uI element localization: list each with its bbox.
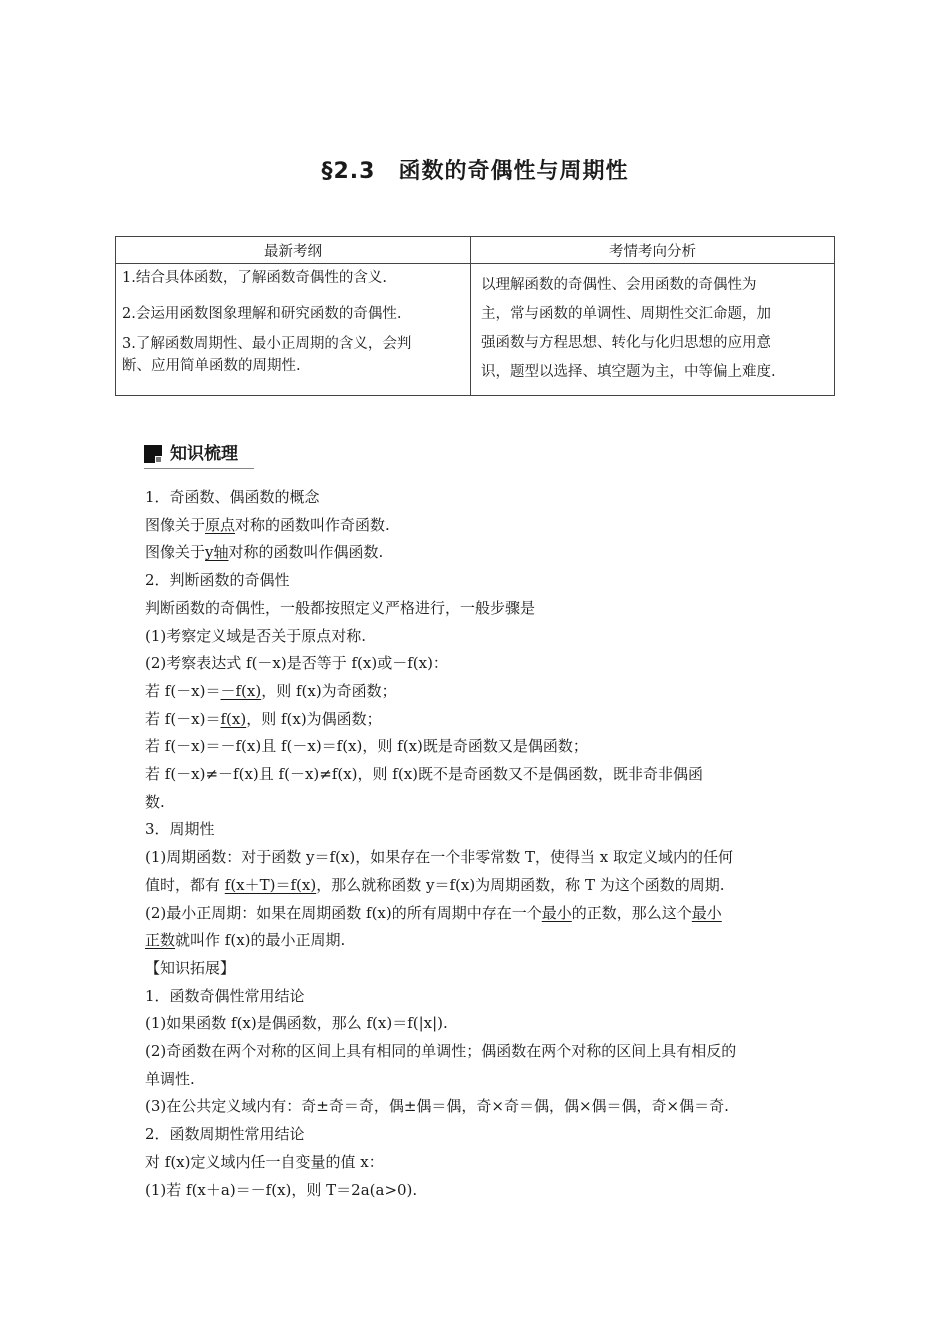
paragraph: (1)考察定义域是否关于原点对称. bbox=[145, 626, 367, 645]
table-header-left: 最新考纲 bbox=[116, 237, 471, 264]
answer-blank: 最小 bbox=[691, 903, 722, 922]
paragraph: (2)考察表达式 f(－x)是否等于 f(x)或－f(x)： bbox=[145, 654, 448, 673]
section-2-title: 2．判断函数的奇偶性 bbox=[145, 571, 290, 590]
page-title: §2.3 函数的奇偶性与周期性 bbox=[321, 159, 629, 184]
paragraph: 数. bbox=[145, 792, 165, 811]
section-square-icon bbox=[144, 445, 162, 463]
analysis-line: 识，题型以选择、填空题为主，中等偏上难度. bbox=[481, 364, 776, 380]
table-header-row bbox=[116, 237, 835, 264]
syllabus-item: 2.会运用函数图象理解和研究函数的奇偶性. bbox=[122, 306, 402, 322]
content-body bbox=[145, 484, 815, 1204]
paragraph: (1)若 f(x＋a)＝－f(x)，则 T＝2a(a>0). bbox=[145, 1180, 418, 1199]
paragraph: (2)奇函数在两个对称的区间上具有相同的单调性；偶函数在两个对称的区间上具有相反的 bbox=[145, 1042, 737, 1061]
answer-blank: 最小 bbox=[541, 903, 572, 922]
paragraph: (3)在公共定义域内有：奇±奇＝奇，偶±偶＝偶，奇×奇＝偶，偶×偶＝偶，奇×偶＝奇. bbox=[145, 1097, 729, 1116]
answer-blank: 原点 bbox=[205, 515, 236, 534]
answer-blank: 正数 bbox=[145, 931, 176, 950]
extension-title: 【知识拓展】 bbox=[145, 958, 236, 977]
syllabus-right-cell bbox=[471, 264, 835, 396]
syllabus-item: 断、应用简单函数的周期性. bbox=[122, 358, 301, 374]
analysis-line: 主，常与函数的单调性、周期性交汇命题，加 bbox=[481, 306, 771, 322]
paragraph: (1)如果函数 f(x)是偶函数，那么 f(x)＝f(|x|). bbox=[145, 1014, 448, 1033]
paragraph: 若 f(－x)≠－f(x)且 f(－x)≠f(x)，则 f(x)既不是奇函数又不是偶函数，既非奇非偶函 bbox=[145, 765, 704, 784]
syllabus-item: 1.结合具体函数，了解函数奇偶性的含义. bbox=[122, 270, 387, 286]
paragraph: 图像关于原点对称的函数叫作奇函数. bbox=[145, 515, 390, 534]
paragraph: 单调性. bbox=[145, 1069, 195, 1088]
answer-blank: －f(x) bbox=[220, 681, 262, 700]
section-heading bbox=[144, 442, 254, 469]
paragraph: 若 f(－x)＝－f(x)，则 f(x)为奇函数； bbox=[145, 681, 397, 700]
extension-2-title: 2．函数周期性常用结论 bbox=[145, 1125, 305, 1144]
section-1-title: 1．奇函数、偶函数的概念 bbox=[145, 488, 320, 506]
paragraph: 值时，都有 f(x＋T)＝f(x)，那么就称函数 y＝f(x)为周期函数，称 T 为这个函数的周期. bbox=[145, 875, 725, 894]
analysis-line: 以理解函数的奇偶性、会用函数的奇偶性为 bbox=[481, 277, 757, 293]
answer-blank: y轴 bbox=[205, 543, 229, 562]
syllabus-item: 3.了解函数周期性、最小正周期的含义，会判 bbox=[122, 336, 412, 352]
paragraph: (2)最小正周期：如果在周期函数 f(x)的所有周期中存在一个最小的正数，那么这个最小 bbox=[145, 903, 722, 922]
syllabus-table bbox=[115, 236, 835, 396]
section-heading-text: 知识梳理 bbox=[170, 444, 238, 464]
analysis-line: 强函数与方程思想、转化与化归思想的应用意 bbox=[481, 335, 771, 351]
table-row bbox=[116, 264, 835, 396]
syllabus-left-cell bbox=[116, 264, 471, 396]
extension-1-title: 1．函数奇偶性常用结论 bbox=[145, 986, 305, 1005]
answer-blank: f(x＋T)＝f(x) bbox=[224, 875, 317, 894]
paragraph: 对 f(x)定义域内任一自变量的值 x： bbox=[145, 1152, 384, 1171]
paragraph: 正数就叫作 f(x)的最小正周期. bbox=[145, 931, 346, 950]
paragraph: 图像关于y轴对称的函数叫作偶函数. bbox=[145, 543, 384, 562]
section-3-title: 3．周期性 bbox=[145, 820, 215, 839]
paragraph: 若 f(－x)＝f(x)，则 f(x)为偶函数； bbox=[145, 709, 382, 728]
answer-blank: f(x) bbox=[220, 709, 247, 728]
paragraph: 判断函数的奇偶性，一般都按照定义严格进行，一般步骤是 bbox=[145, 598, 536, 617]
table-header-right: 考情考向分析 bbox=[471, 237, 835, 264]
paragraph: 若 f(－x)＝－f(x)且 f(－x)＝f(x)，则 f(x)既是奇函数又是偶函数； bbox=[145, 737, 588, 756]
paragraph: (1)周期函数：对于函数 y＝f(x)，如果存在一个非零常数 T，使得当 x 取定义域内的任何 bbox=[145, 848, 733, 867]
